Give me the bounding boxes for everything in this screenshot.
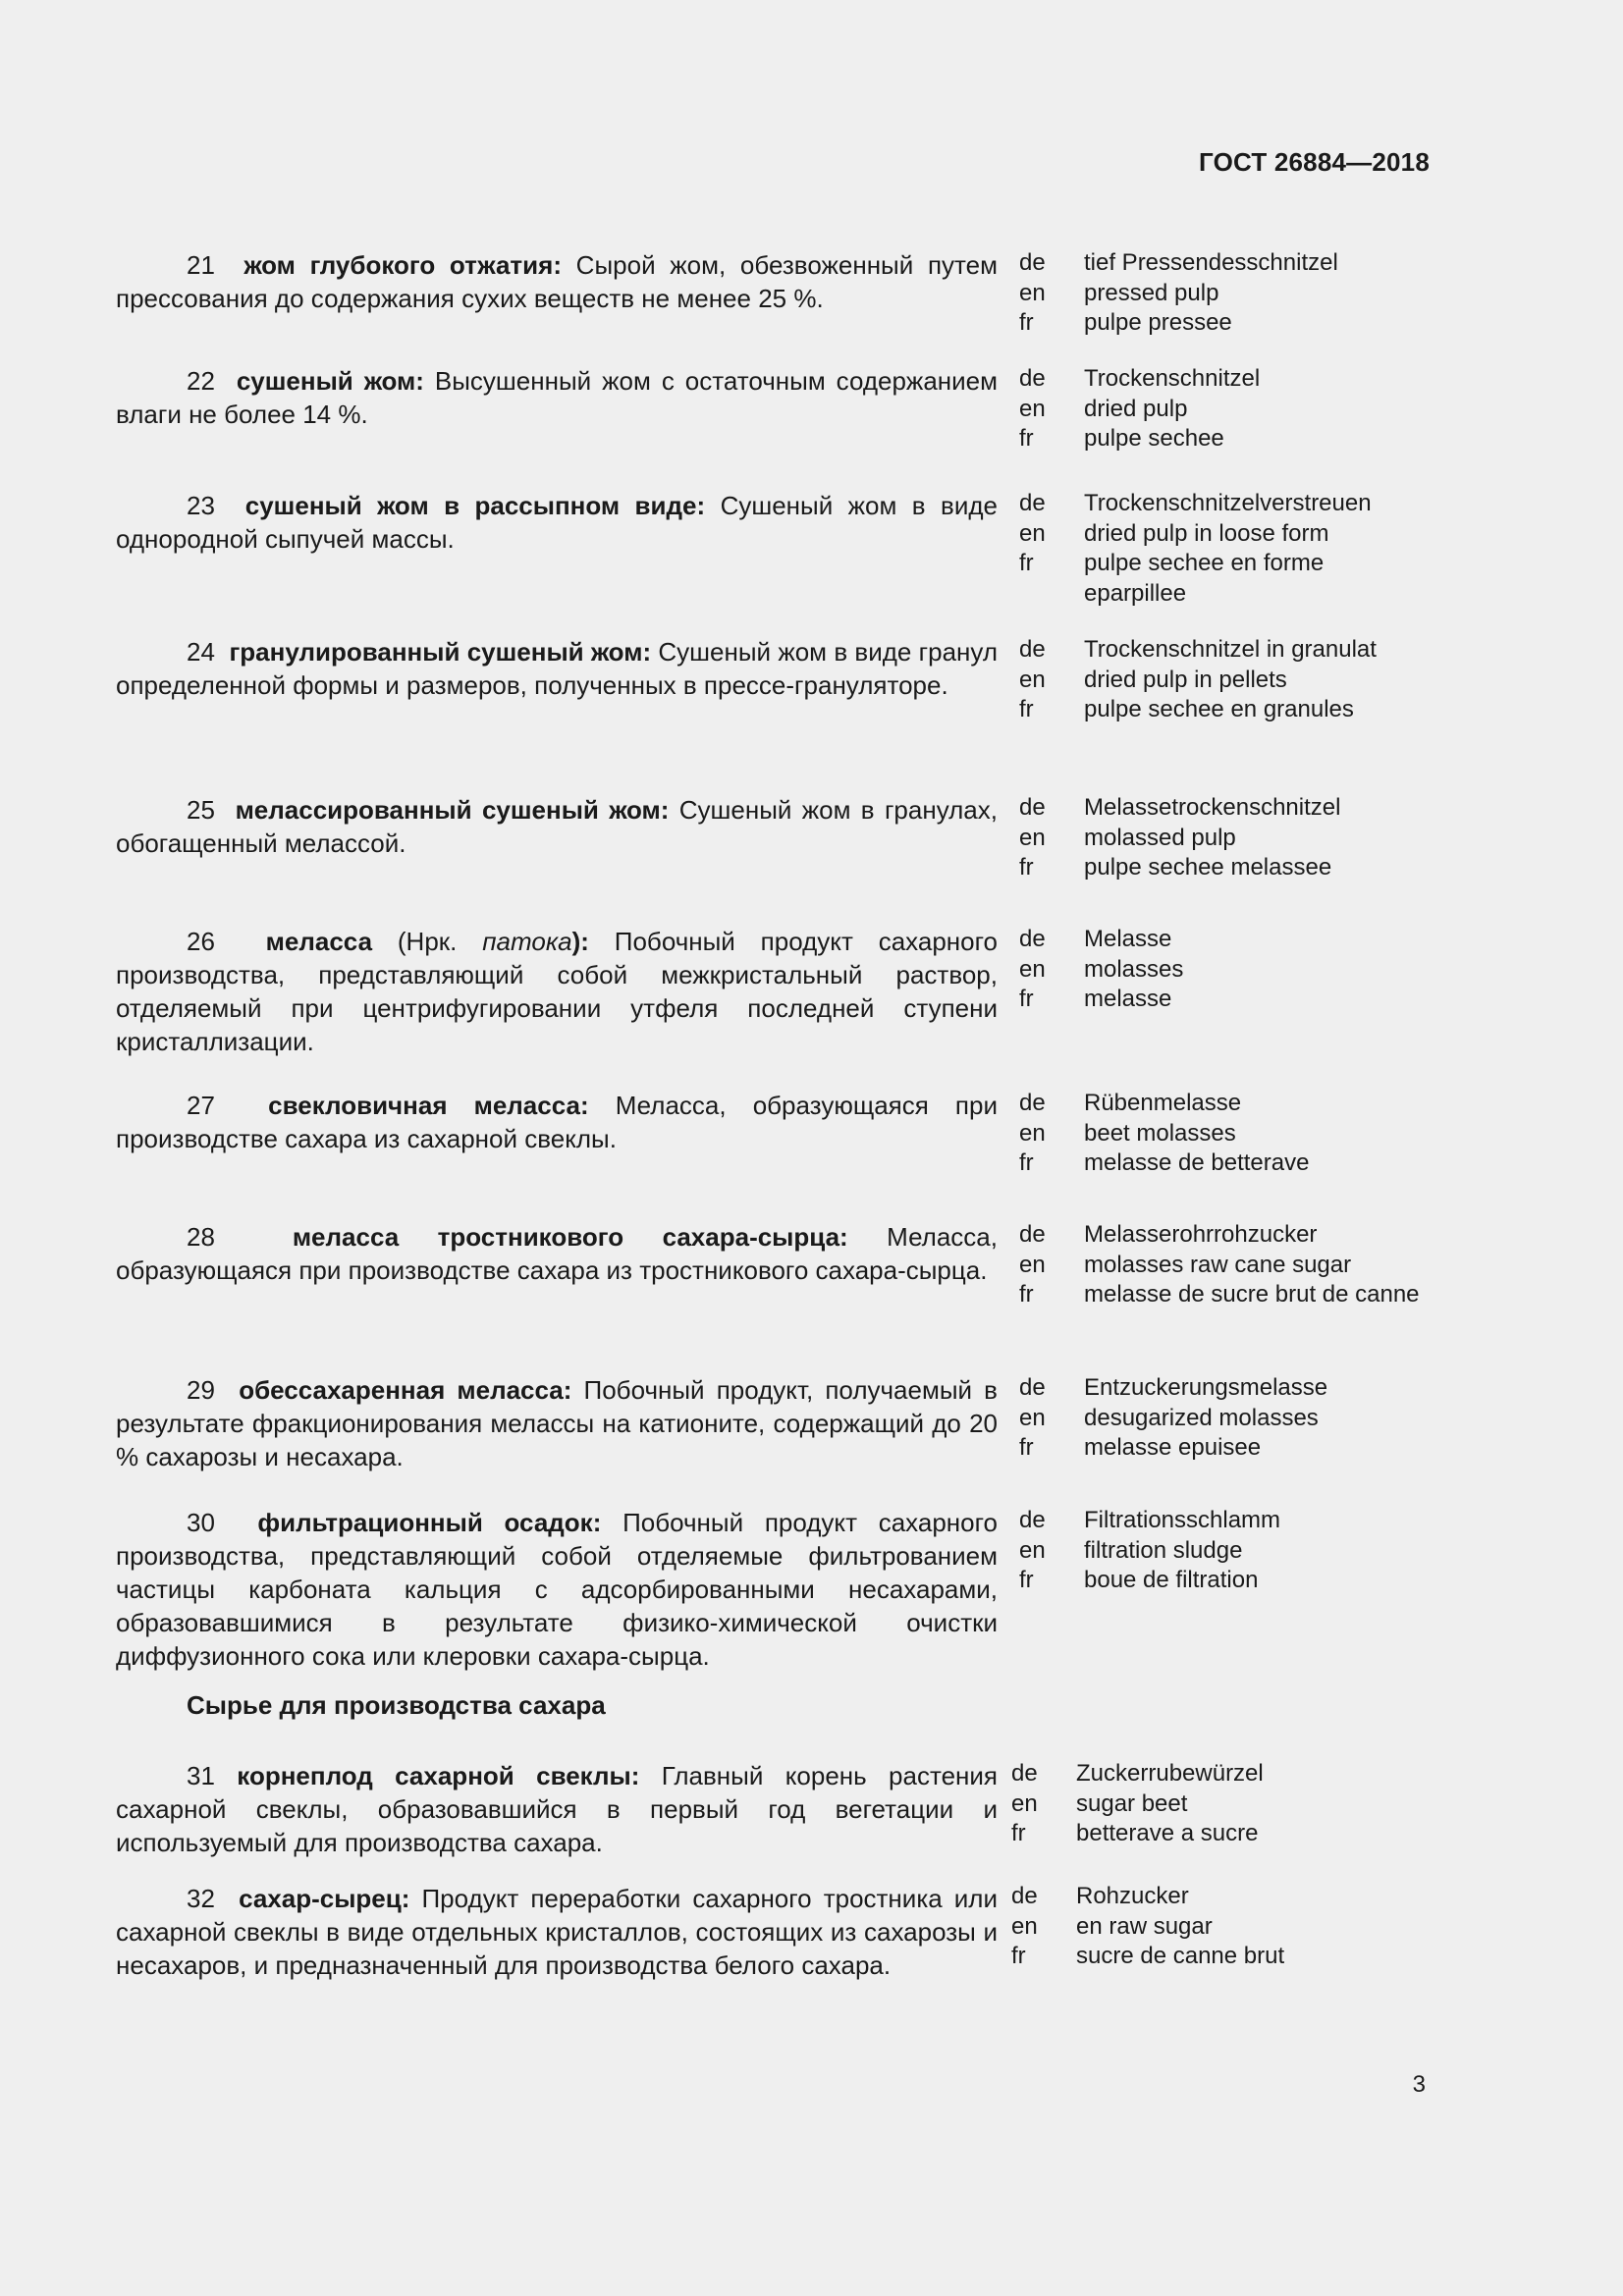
term-definition: [116, 248, 998, 315]
translation-en: sugar beet: [1076, 1789, 1188, 1817]
lang-code-en: en: [1019, 279, 1046, 306]
term-definition-text: Меласса, образующаяся при производстве сахара из тростникового сахара-сырца.: [116, 1222, 998, 1285]
translation-fr: melasse de sucre brut de canne: [1084, 1281, 1420, 1308]
term-definition: [116, 1220, 998, 1287]
translation-en: molasses: [1084, 955, 1184, 983]
translation-en: molassed pulp: [1084, 824, 1236, 851]
lang-code-en: en: [1019, 1404, 1046, 1431]
translation-en: dried pulp: [1084, 395, 1188, 422]
translation-en: dried pulp in loose form: [1084, 519, 1329, 547]
translation-fr: melasse: [1084, 986, 1172, 1012]
lang-code-en: en: [1019, 1119, 1046, 1147]
lang-code-de: de: [1019, 490, 1046, 516]
translation-fr: melasse epuisee: [1084, 1434, 1262, 1461]
translations: [1011, 1759, 1415, 1849]
term-definition: [116, 925, 998, 1058]
lang-code-fr: fr: [1011, 1943, 1026, 1969]
page-number: 3: [1412, 2071, 1426, 2098]
term-deprecated-prefix: (Нрк.: [372, 927, 483, 956]
lang-code-de: de: [1011, 1760, 1038, 1787]
term-name: меласса: [265, 927, 373, 956]
translation-en: beet molasses: [1084, 1119, 1236, 1147]
lang-code-fr: fr: [1019, 696, 1034, 722]
term-number: 26: [187, 927, 215, 956]
translation-de: Entzuckerungsmelasse: [1084, 1374, 1328, 1401]
term-definition-text: Главный корень растения сахарной свеклы, образовавшийся в первый год вегетации и используемый для производства сахара.: [116, 1761, 998, 1857]
lang-code-fr: fr: [1019, 1434, 1034, 1461]
lang-code-fr: fr: [1019, 986, 1034, 1012]
term-definition-text: Сушеный жом в гранулах, обогащенный мелассой.: [116, 795, 998, 858]
lang-code-de: de: [1019, 249, 1046, 276]
term-name: жом глубокого отжатия:: [243, 250, 562, 280]
lang-code-en: en: [1019, 955, 1046, 983]
term-number: 21: [187, 250, 215, 280]
lang-code-en: en: [1019, 395, 1046, 422]
term-number: 32: [187, 1884, 215, 1913]
term-number: 27: [187, 1091, 215, 1120]
lang-code-de: de: [1019, 636, 1046, 663]
translation-de: Trockenschnitzel: [1084, 365, 1261, 392]
term-name: обессахаренная меласса:: [239, 1375, 572, 1405]
translations: [1019, 1089, 1423, 1179]
translation-de: Rohzucker: [1076, 1883, 1189, 1909]
term-definition: [116, 1882, 998, 1982]
translation-en: pressed pulp: [1084, 279, 1219, 306]
translations: [1011, 1882, 1415, 1972]
translation-de: Melasserohrrohzucker: [1084, 1221, 1318, 1248]
term-name: меласса тростникового сахара-сырца:: [292, 1222, 848, 1252]
term-number: 25: [187, 795, 215, 825]
lang-code-en: en: [1019, 1536, 1046, 1564]
term-definition: [116, 1089, 998, 1155]
term-definition: [116, 364, 998, 431]
lang-code-en: en: [1011, 1912, 1038, 1940]
translation-fr: boue de filtration: [1084, 1567, 1259, 1593]
term-definition-text: Высушенный жом с остаточным содержанием влаги не более 14 %.: [116, 366, 998, 429]
translations: [1019, 248, 1423, 339]
term-number: 29: [187, 1375, 215, 1405]
term-number: 24: [187, 637, 215, 667]
translation-de: Zuckerrubewürzel: [1076, 1760, 1264, 1787]
lang-code-de: de: [1011, 1883, 1038, 1909]
term-definition-text: Сушеный жом в виде однородной сыпучей массы.: [116, 491, 998, 554]
translation-fr: pulpe sechee: [1084, 425, 1224, 452]
lang-code-fr: fr: [1019, 854, 1034, 881]
lang-code-de: de: [1019, 1221, 1046, 1248]
lang-code-de: de: [1019, 794, 1046, 821]
translation-en: dried pulp in pellets: [1084, 666, 1287, 693]
translation-fr: pulpe sechee en granules: [1084, 696, 1354, 722]
lang-code-fr: fr: [1019, 1281, 1034, 1308]
translation-de: Melasse: [1084, 926, 1172, 952]
lang-code-fr: fr: [1019, 550, 1034, 576]
lang-code-fr: fr: [1019, 309, 1034, 336]
translation-fr: betterave a sucre: [1076, 1820, 1259, 1846]
translation-de: Filtrationsschlamm: [1084, 1507, 1281, 1533]
term-name: сушеный жом:: [236, 366, 424, 396]
lang-code-en: en: [1011, 1789, 1038, 1817]
term-number: 22: [187, 366, 215, 396]
term-definition: [116, 1506, 998, 1673]
term-definition: [116, 1373, 998, 1473]
lang-code-en: en: [1019, 824, 1046, 851]
term-definition-text: Побочный продукт сахарного производства, представляющий собой отделяемые фильтрованием частицы карбоната кальция с адсорбированными несахарами, образовавшимися в результате физико-химической очистки диффузионного сока или клеровки сахара-сырца.: [116, 1508, 998, 1671]
translations: [1019, 1220, 1423, 1310]
term-definition-text: Продукт переработки сахарного тростника или сахарной свеклы в виде отдельных кристаллов, состоящих из сахарозы и несахаров, и предназначенный для производства белого сахара.: [116, 1884, 999, 1980]
translation-fr: pulpe sechee melassee: [1084, 854, 1332, 881]
term-definition-text: Побочный продукт, получаемый в результате фракционирования мелассы на катионите, содержащий до 20 % сахарозы и несахара.: [116, 1375, 998, 1471]
lang-code-en: en: [1019, 666, 1046, 693]
lang-code-en: en: [1019, 519, 1046, 547]
translation-de: Trockenschnitzel in granulat: [1084, 636, 1377, 663]
lang-code-de: de: [1019, 1507, 1046, 1533]
term-definition: [116, 793, 998, 860]
translation-fr: sucre de canne brut: [1076, 1943, 1285, 1969]
term-name: сахар-сырец:: [239, 1884, 410, 1913]
term-name: сушеный жом в рассыпном виде:: [244, 491, 706, 520]
translation-en: filtration sludge: [1084, 1536, 1243, 1564]
term-deprecated-suffix: ):: [571, 927, 589, 956]
lang-code-de: de: [1019, 1090, 1046, 1116]
section-heading: Сырье для производства сахара: [187, 1690, 606, 1720]
lang-code-fr: fr: [1019, 425, 1034, 452]
lang-code-fr: fr: [1019, 1567, 1034, 1593]
translations: [1019, 793, 1423, 883]
lang-code-fr: fr: [1019, 1149, 1034, 1176]
term-definition: [116, 1759, 998, 1859]
term-definition: [116, 635, 998, 702]
term-definition: [116, 489, 998, 556]
translation-de: Melassetrockenschnitzel: [1084, 794, 1341, 821]
term-name: мелассированный сушеный жом:: [235, 795, 670, 825]
translation-de: Rübenmelasse: [1084, 1090, 1242, 1116]
term-number: 31: [187, 1761, 215, 1790]
translation-de: tief Pressendesschnitzel: [1084, 249, 1338, 276]
translations: [1019, 925, 1423, 1015]
term-definition-text: Побочный продукт сахарного производства, представляющий собой межкристальный раствор, отделяемый при центрифугировании утфеля последней ступени кристаллизации.: [116, 927, 998, 1056]
term-number: 30: [187, 1508, 215, 1537]
lang-code-en: en: [1019, 1251, 1046, 1278]
lang-code-de: de: [1019, 1374, 1046, 1401]
translation-fr: pulpe pressee: [1084, 309, 1232, 336]
translations: [1019, 1373, 1423, 1464]
term-name: фильтрационный осадок:: [257, 1508, 602, 1537]
document-header: ГОСТ 26884—2018: [1199, 147, 1430, 177]
term-deprecated-synonym: патока: [482, 927, 572, 956]
lang-code-de: de: [1019, 365, 1046, 392]
translation-en: molasses raw cane sugar: [1084, 1251, 1352, 1278]
term-number: 23: [187, 491, 215, 520]
translation-de: Trockenschnitzelverstreuen: [1084, 490, 1372, 516]
term-definition-text: Меласса, образующаяся при производстве сахара из сахарной свеклы.: [116, 1091, 998, 1153]
lang-code-de: de: [1019, 926, 1046, 952]
term-name: свекловичная меласса:: [268, 1091, 589, 1120]
translation-en: en raw sugar: [1076, 1912, 1213, 1940]
translations: [1019, 635, 1423, 725]
translations: [1019, 364, 1423, 454]
translation-en: desugarized molasses: [1084, 1404, 1319, 1431]
term-definition-text: Сушеный жом в виде гранул определенной формы и размеров, полученных в прессе-грануляторе.: [116, 637, 999, 700]
term-name: корнеплод сахарной свеклы:: [237, 1761, 640, 1790]
lang-code-fr: fr: [1011, 1820, 1026, 1846]
term-number: 28: [187, 1222, 215, 1252]
translation-fr: melasse de betterave: [1084, 1149, 1310, 1176]
translation-fr: pulpe sechee en forme eparpillee: [1084, 550, 1325, 607]
translations: [1019, 489, 1423, 609]
term-name: гранулированный сушеный жом:: [229, 637, 652, 667]
term-definition-text: Сырой жом, обезвоженный путем прессования до содержания сухих веществ не менее 25 %.: [116, 250, 998, 313]
translations: [1019, 1506, 1423, 1596]
